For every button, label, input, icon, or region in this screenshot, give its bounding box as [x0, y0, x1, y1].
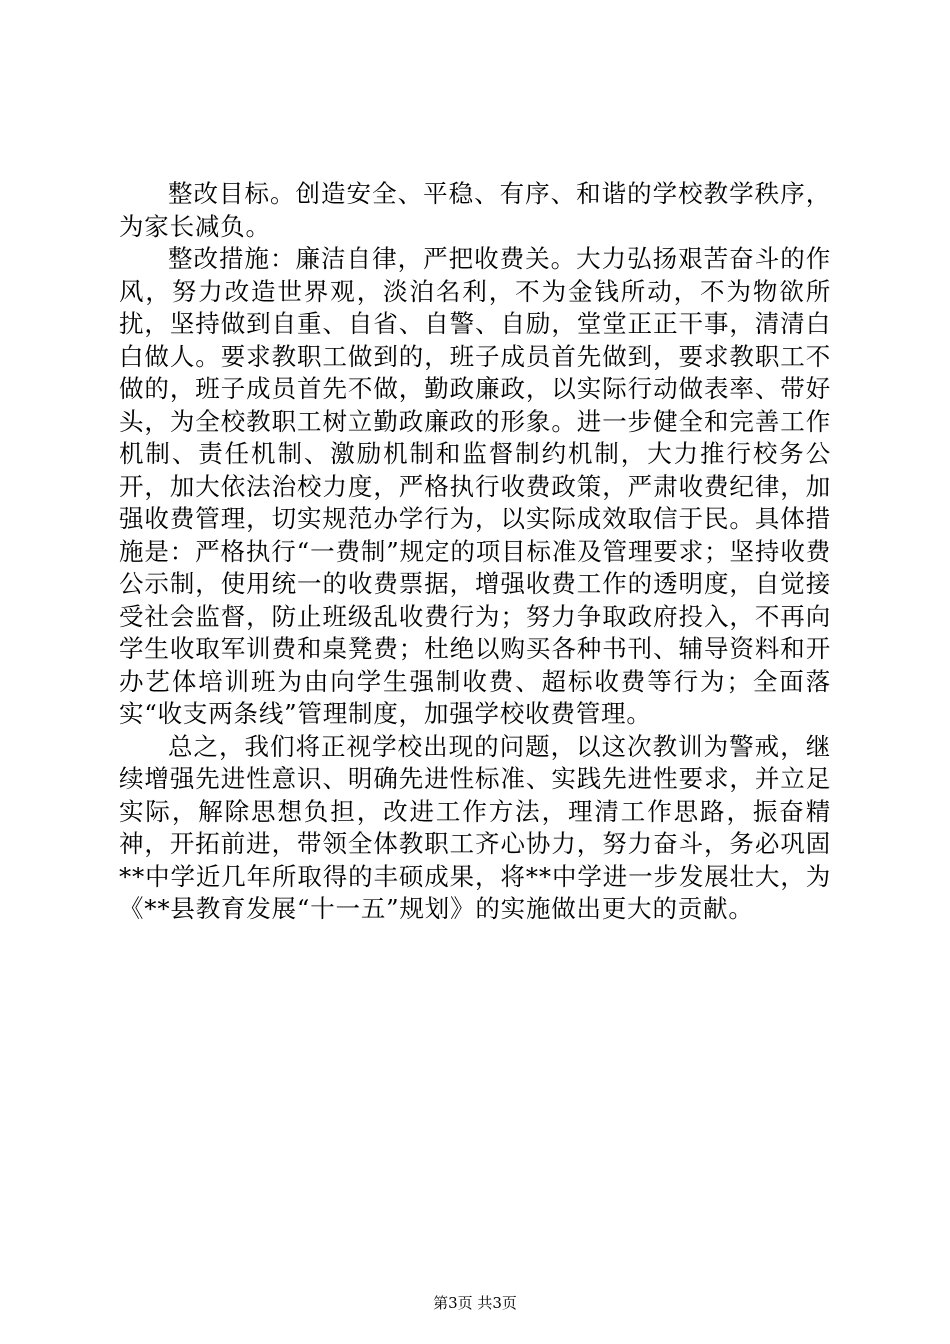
paragraph-rectification-goal: 整改目标。创造安全、平稳、有序、和谐的学校教学秩序，为家长减负。: [119, 179, 831, 241]
paragraph-conclusion: 总之，我们将正视学校出现的问题，以这次教训为警戒，继续增强先进性意识、明确先进性标准、实践先进性要求，并立足实际，解除思想负担，改进工作方法，理清工作思路，振奋精神，开拓前进，带领全体教职工齐心协力，努力奋斗，务必巩固**中学近几年所取得的丰硕成果，将**中学进一步发展壮大，为《**县教育发展“十一五”规划》的实施做出更大的贡献。: [119, 731, 831, 923]
paragraph-rectification-measures: 整改措施：廉洁自律，严把收费关。大力弘扬艰苦奋斗的作风，努力改造世界观，淡泊名利，不为金钱所动，不为物欲所扰，坚持做到自重、自省、自警、自励，堂堂正正干事，清清白白做人。要求教职工做到的，班子成员首先做到，要求教职工不做的，班子成员首先不做，勤政廉政，以实际行动做表率、带好头，为全校教职工树立勤政廉政的形象。进一步健全和完善工作机制、责任机制、激励机制和监督制约机制，大力推行校务公开，加大依法治校力度，严格执行收费政策，严肃收费纪律，加强收费管理，切实规范办学行为，以实际成效取信于民。具体措施是：严格执行“一费制”规定的项目标准及管理要求；坚持收费公示制，使用统一的收费票据，增强收费工作的透明度，自觉接受社会监督，防止班级乱收费行为；努力争取政府投入，不再向学生收取军训费和桌凳费；杜绝以购买各种书刊、辅导资料和开办艺体培训班为由向学生强制收费、超标收费等行为；全面落实“收支两条线”管理制度，加强学校收费管理。: [119, 244, 831, 728]
page-number-footer: 第3页 共3页: [433, 1294, 517, 1312]
document-body: [119, 178, 831, 926]
